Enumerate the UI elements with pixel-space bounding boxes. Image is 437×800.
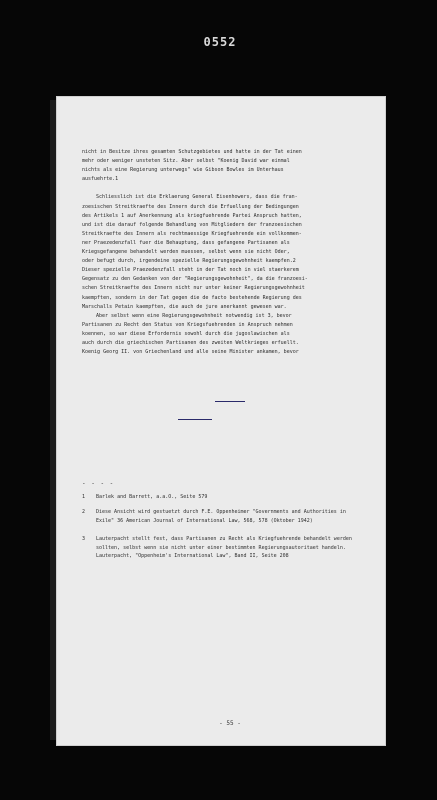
body-text (82, 148, 382, 357)
text-line: Dieser spezielle Praezedenzfall steht in der Tat noch in viel staerkerem (82, 267, 299, 274)
page-number: - 55 - (219, 720, 241, 727)
text-line: Aber selbst wenn eine Regierungsgewohnheit notwendig ist 3, bevor (96, 312, 292, 319)
footnote-separator: - - - - (82, 480, 115, 487)
footnote-number: 2 (82, 509, 86, 515)
text-line: ausfuehrte.1 (82, 176, 119, 183)
footnote-number: 3 (82, 536, 86, 542)
footnote (82, 535, 377, 561)
text-line: nichts als eine Regierung unterwegs" wie Gibson Bowles im Unterhaus (82, 167, 284, 174)
text-line: Koenig Georg II. von Griechenland und alle seine Minister ankamen, bevor (82, 349, 299, 356)
text-line: zoesischen Streitkraefte des Innern durch die Erfuellung der Bedingungen (82, 203, 299, 210)
text-line: und ist die darauf folgende Behandlung von Mitgliedern der franzoesischen (82, 221, 302, 228)
footnote (82, 493, 377, 502)
text-line (82, 184, 382, 193)
footnote (82, 508, 377, 525)
text-line: Partisanen zu Recht den Status von Kriegsfuehrenden in Anspruch nehmen (82, 321, 293, 328)
text-line: nicht in Besitze ihres gesamten Schutzgebietes und hatte in der Tat einen (82, 149, 302, 155)
text-line: des Artikels 1 auf Anerkennung als kriegfuehrende Partei Anspruch hatten, (82, 212, 302, 219)
text-line: mehr oder weniger unsteten Sitz. Aber selbst "Koenig David war einmal (82, 158, 290, 165)
text-line: Marschalls Petain kaempften, die auch de jure anerkannt gewesen war. (82, 303, 287, 310)
text-line: schen Streitkraefte des Innern nicht nur unter keiner Regierungsgewohnheit (82, 285, 305, 292)
text-line: Gegensatz zu den Gedanken von der "Regierungsgewohnheit", da die franzoesi- (82, 276, 308, 283)
text-line: kaempften, sondern in der Tat gegen die de facto bestehende Regierung des (82, 294, 302, 301)
text-line: ner Praezedenzfall fuer die Behauptung, dass gefangene Partisanen als (82, 239, 290, 246)
text-line: Kriegsgefangene behandelt werden muessen, selbst wenn sie nicht Oder, (82, 249, 290, 256)
footnote-text: Diese Ansicht wird gestuetzt durch F.E. Oppenheimer "Governments and Authorities in Exile" 36 American Journal of International Law, 568, 578 (Oktober 1942) (96, 509, 346, 524)
ink-underline (178, 419, 212, 420)
text-line: koennen, so war diese Erfordernis sowohl durch die jugoslawischen als (82, 330, 290, 337)
footnote-text: Barlek and Barrett, a.a.O., Seite 579 (96, 494, 208, 500)
text-line: Streitkraefte des Innern als rechtmaessige Kriegfuehrende ein vollkommen- (82, 230, 302, 237)
text-line: auch durch die griechischen Partisanen des zweiten Weltkrieges erfuellt. (82, 339, 299, 346)
frame-number: 0552 (203, 35, 237, 49)
ink-underline (215, 401, 245, 402)
text-line: oder befugt durch, irgendeine spezielle Regierungsgewohnheit kaempfen.2 (82, 258, 296, 265)
text-line: Schliesslich ist die Erklaerung General Eisenhowers, dass die fran- (96, 194, 298, 201)
footnote-text: Lauterpacht stellt fest, dass Partisanen zu Recht als Kriegfuehrende behandelt werden sollten, selbst wenn sie nicht unter einer bestimmten Regierungsautoritaet handeln. Lauterpacht, "Oppenheim's International Law", Band II, Seite 208 (96, 536, 352, 560)
footnote-number: 1 (82, 494, 86, 500)
